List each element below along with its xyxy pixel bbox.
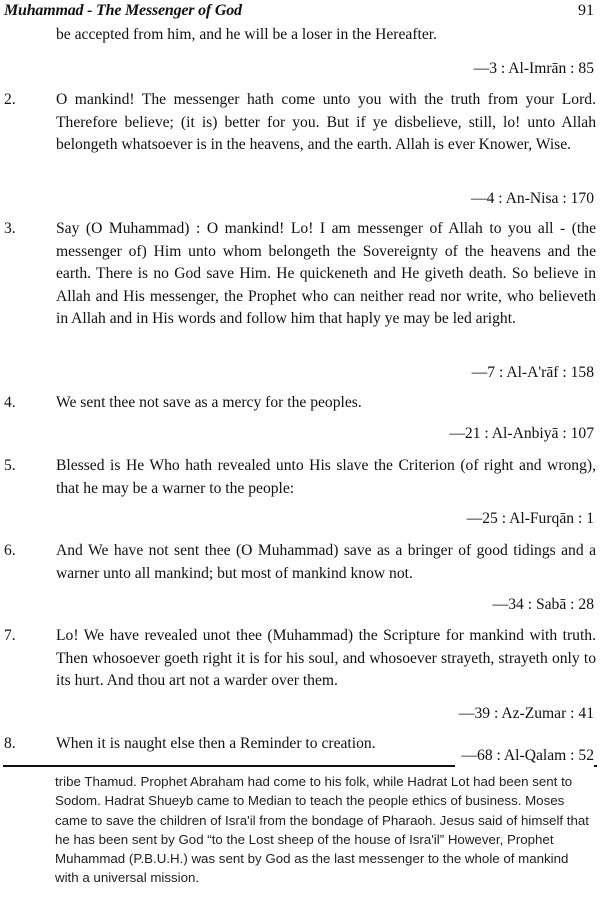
footnote-text: tribe Thamud. Prophet Abraham had come to his folk, while Hadrat Lot had been sent to Sodom. Hadrat Shueyb came to Median to teach the people ethics of business. Moses came to save the children of Isra'il from the bondage of Pharaoh. Jesus said of himself that he has been sent by God “to the Lost sheep of the house of Isra'il” However, Prophet Muhammad (P.B.U.H.) was sent by God as the last messenger to the whole of mankind with a universal mission. bbox=[55, 774, 589, 886]
verse-text: When it is naught else then a Reminder to creation. bbox=[56, 735, 376, 752]
verse-reference: —3 : Al-Imrān : 85 bbox=[473, 60, 594, 77]
verse-text: Say (O Muhammad) : O mankind! Lo! I am messenger of Allah to you all - (the messenger of) Him unto whom belongeth the Sovereignty of the heavens and the earth. There is no God save Him. He quickeneth and He giveth death. So believe in Allah and His messenger, the Prophet who can neither read nor write, who believeth in Allah and in His words and follow him that haply ye may be led aright. bbox=[56, 220, 596, 328]
verse-reference: —4 : An-Nisa : 170 bbox=[470, 190, 594, 207]
verse-number: 6. bbox=[4, 542, 16, 559]
verse-reference: —7 : Al-A'rāf : 158 bbox=[471, 364, 594, 381]
verse-text: O mankind! The messenger hath come unto you with the truth from your Lord. Therefore believe; (it is) better for you. But if ye disbelieve, still, lo! unto Allah belongeth whatsoever is in the heavens, and the earth. Allah is ever Knower, Wise. bbox=[56, 91, 596, 154]
verse-reference: —25 : Al-Furqān : 1 bbox=[466, 510, 594, 527]
verse-text: We sent thee not save as a mercy for the peoples. bbox=[56, 394, 362, 411]
verse-text: Lo! We have revealed unot thee (Muhammad) the Scripture for mankind with truth. Then whosoever goeth right it is for his soul, and whosoever strayeth, strayeth only to its hurt. And thou art not a warder over them. bbox=[56, 627, 596, 690]
verse-text: Blessed is He Who hath revealed unto His slave the Criterion (of right and wrong), that he may be a warner to the people: bbox=[56, 457, 596, 497]
verse-reference: —34 : Sabā : 28 bbox=[492, 596, 594, 613]
verse-number: 7. bbox=[4, 627, 16, 644]
verse-number: 4. bbox=[4, 394, 16, 411]
verse-number: 3. bbox=[4, 220, 16, 237]
verse-number: 5. bbox=[4, 457, 16, 474]
page-header bbox=[0, 0, 600, 24]
verse-text: be accepted from him, and he will be a loser in the Hereafter. bbox=[56, 26, 438, 43]
verse-reference: —68 : Al-Qalam : 52 bbox=[455, 745, 594, 767]
verse-number: 2. bbox=[4, 91, 16, 108]
verse-reference: —21 : Al-Anbiyā : 107 bbox=[449, 425, 594, 442]
verse-number: 8. bbox=[4, 735, 16, 752]
running-title: Muhammad - The Messenger of God bbox=[4, 2, 242, 19]
verse-text: And We have not sent thee (O Muhammad) save as a bringer of good tidings and a warner unto all mankind; but most of mankind know not. bbox=[56, 542, 596, 582]
verse-reference: —39 : Az-Zumar : 41 bbox=[458, 705, 594, 722]
page-number: 91 bbox=[578, 2, 594, 19]
